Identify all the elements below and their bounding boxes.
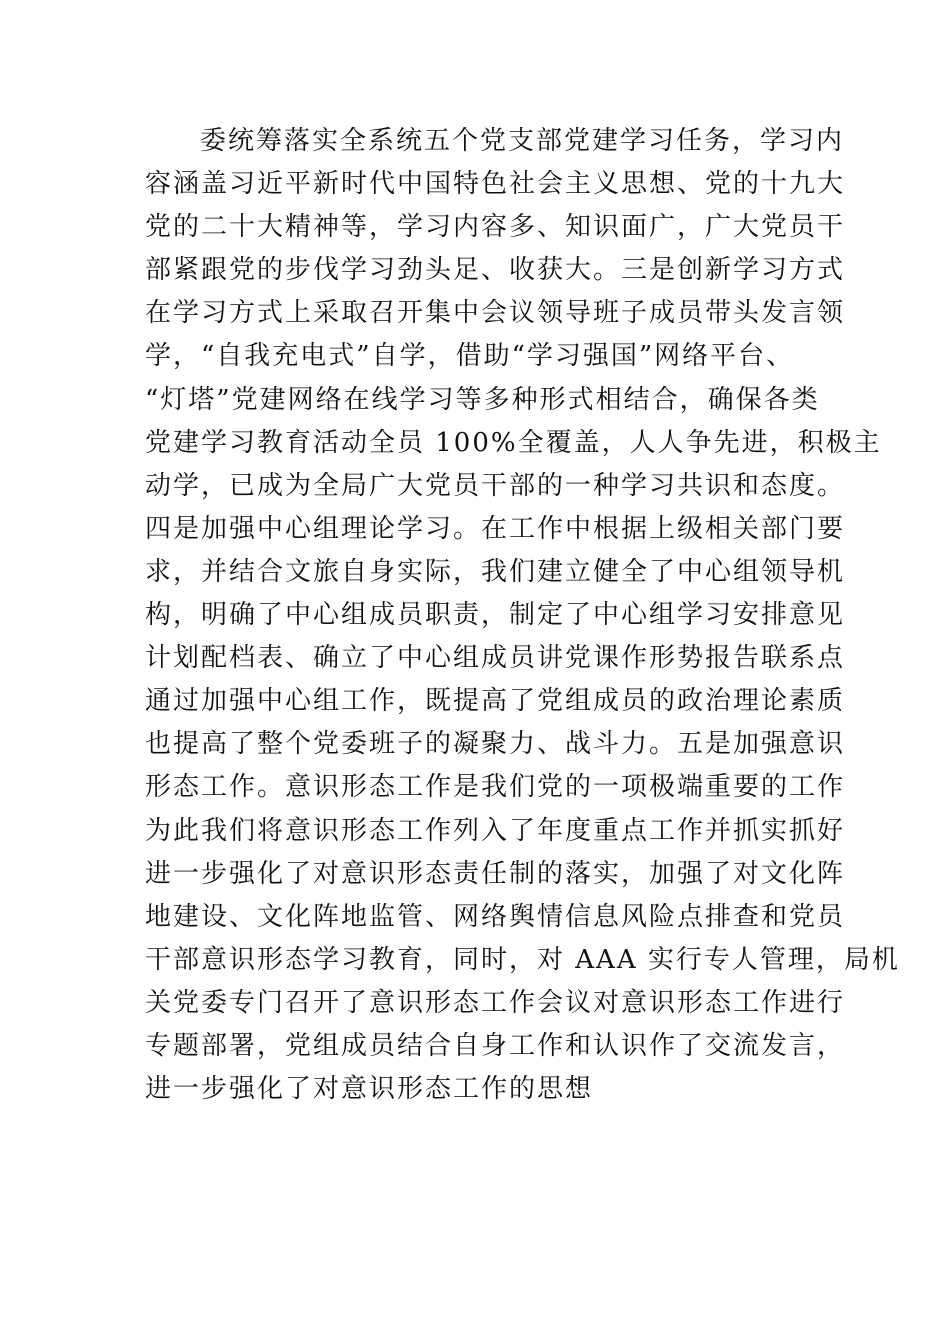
text-line: 构，明确了中心组成员职责，制定了中心组学习安排意见 (145, 600, 846, 631)
text-line: 形态工作。意识形态工作是我们党的一项极端重要的工作 (145, 772, 846, 803)
text-line: 关党委专门召开了意识形态工作会议对意识形态工作进行 (145, 987, 846, 1018)
body-paragraph (145, 120, 900, 1111)
text-line: 进一步强化了对意识形态责任制的落实，加强了对文化阵 (145, 858, 846, 889)
text-line: 为此我们将意识形态工作列入了年度重点工作并抓实抓好 (145, 815, 846, 846)
text-line: 四是加强中心组理论学习。在工作中根据上级相关部门要 (145, 513, 846, 544)
text-line: 进一步强化了对意识形态工作的思想 (145, 1074, 594, 1105)
text-line: 地建设、文化阵地监管、网络舆情信息风险点排查和党员 (145, 901, 846, 932)
text-line: 党的二十大精神等，学习内容多、知识面广，广大党员干 (145, 212, 846, 243)
text-line: 求，并结合文旅自身实际，我们建立健全了中心组领导机 (145, 556, 846, 587)
text-line: “灯塔”党建网络在线学习等多种形式相结合，确保各类 (145, 384, 820, 415)
text-line: 容涵盖习近平新时代中国特色社会主义思想、党的十九大 (145, 169, 846, 200)
text-line: 委统筹落实全系统五个党支部党建学习任务，学习内 (200, 126, 845, 156)
text-line: 干部意识形态学习教育，同时，对 AAA 实行专人管理，局机 (145, 944, 900, 975)
text-line: 部紧跟党的步伐学习劲头足、收获大。三是创新学习方式 (145, 255, 846, 286)
text-line: 党建学习教育活动全员 100%全覆盖，人人争先进，积极主 (145, 427, 882, 458)
text-line: 在学习方式上采取召开集中会议领导班子成员带头发言领 (145, 298, 846, 329)
text-line: 专题部署，党组成员结合自身工作和认识作了交流发言， (145, 1030, 846, 1061)
text-line: 动学，已成为全局广大党员干部的一种学习共识和态度。 (145, 470, 846, 501)
text-line: 学，“自我充电式”自学，借助“学习强国”网络平台、 (145, 341, 795, 372)
text-line: 也提高了整个党委班子的凝聚力、战斗力。五是加强意识 (145, 729, 846, 760)
text-line: 计划配档表、确立了中心组成员讲党课作形势报告联系点 (145, 643, 846, 674)
text-line: 通过加强中心组工作，既提高了党组成员的政治理论素质 (145, 686, 846, 717)
